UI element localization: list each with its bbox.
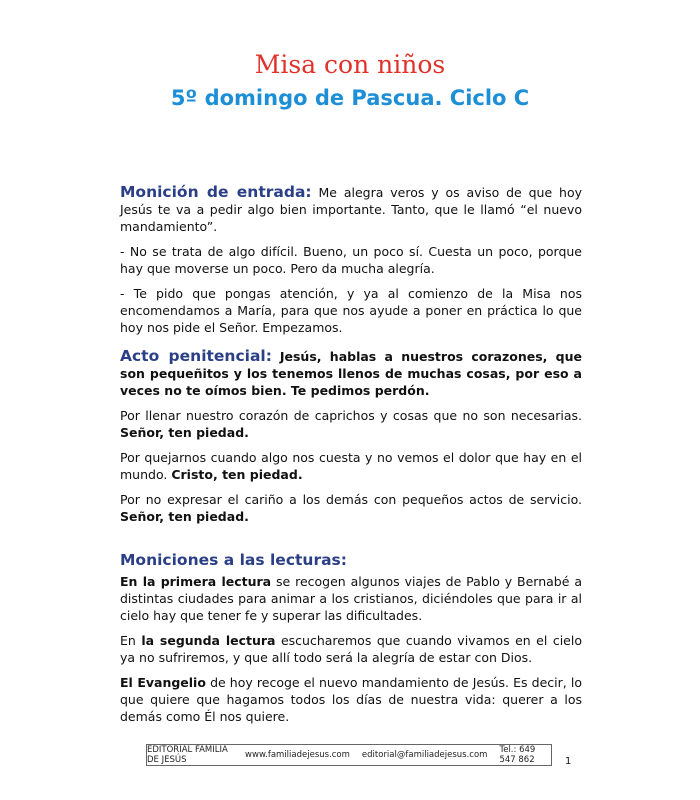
footer-publisher: EDITORIAL FAMILIA DE JESÚS xyxy=(147,745,228,765)
lecturas-p2-text: escucharemos que cuando vivamos en el cielo ya no sufriremos, y que allí todo será la alegría de estar con Dios. xyxy=(120,633,582,665)
section-heading-monicion: Monición de entrada: xyxy=(120,183,312,201)
acto-penitencial-section xyxy=(120,348,582,533)
footer-phone: Tel.: 649 547 862 xyxy=(499,745,536,765)
monicion-entrada-section xyxy=(120,184,582,344)
page-subtitle: 5º domingo de Pascua. Ciclo C xyxy=(170,86,530,110)
penitencial-item-response: Señor, ten piedad. xyxy=(120,509,249,524)
penitencial-item xyxy=(120,491,582,525)
moniciones-lecturas-section xyxy=(120,552,582,733)
lecturas-p1-text: se recogen algunos viajes de Pablo y Bernabé a distintas ciudades para animar a los cristianos, diciéndoles que para ir al cielo hay que tener fe y superar las dificultades. xyxy=(120,574,582,623)
penitencial-item-response: Cristo, ten piedad. xyxy=(171,467,303,482)
penitencial-item-text: Por llenar nuestro corazón de caprichos y cosas que no son necesarias. xyxy=(120,408,582,423)
lecturas-p1-bold: En la primera lectura xyxy=(120,574,272,589)
lecturas-p3-bold: El Evangelio xyxy=(120,675,206,690)
lecturas-p3 xyxy=(120,674,582,725)
acto-penitencial-intro xyxy=(120,348,582,399)
footer-website: www.familiadejesus.com xyxy=(245,750,350,760)
acto-penitencial-intro-text: Jesús, hablas a nuestros corazones, que son pequeñitos y los tenemos llenos de muchas cosas, por eso a veces no te oímos bien. Te pedimos perdón. xyxy=(120,349,582,398)
lecturas-p2-pre: En xyxy=(120,633,136,648)
lecturas-p2 xyxy=(120,632,582,666)
section-heading-acto: Acto penitencial: xyxy=(120,347,272,365)
penitencial-item-response: Señor, ten piedad. xyxy=(120,425,249,440)
penitencial-item-text: Por quejarnos cuando algo nos cuesta y no vemos el dolor que hay en el mundo. xyxy=(120,450,582,482)
monicion-entrada-text: Me alegra veros y os aviso de que hoy Jesús te va a pedir algo bien importante. Tanto, que le llamó “el nuevo mandamiento”. xyxy=(120,185,582,234)
penitencial-item xyxy=(120,407,582,441)
page-title: Misa con niños xyxy=(254,50,446,79)
lecturas-p3-text: de hoy recoge el nuevo mandamiento de Jesús. Es decir, lo que quiere que hagamos todos los días de nuestra vida: querer a los demás como Él nos quiere. xyxy=(120,675,582,724)
penitencial-item xyxy=(120,449,582,483)
lecturas-p2-bold: la segunda lectura xyxy=(141,633,276,648)
penitencial-item-text: Por no expresar el cariño a los demás con pequeños actos de servicio. xyxy=(120,492,582,507)
page-footer xyxy=(146,744,552,766)
footer-email: editorial@familiadejesus.com xyxy=(361,750,488,760)
lecturas-p1 xyxy=(120,573,582,624)
monicion-entrada-p1 xyxy=(120,184,582,235)
monicion-entrada-p3: - Te pido que pongas atención, y ya al comienzo de la Misa nos encomendamos a María, para que nos ayude a poner en práctica lo que hoy nos pide el Señor. Empezamos. xyxy=(120,286,582,335)
section-heading-lecturas: Moniciones a las lecturas: xyxy=(120,551,347,569)
page-number: 1 xyxy=(565,756,572,767)
monicion-entrada-p2: - No se trata de algo difícil. Bueno, un poco sí. Cuesta un poco, porque hay que moverse un poco. Pero da mucha alegría. xyxy=(120,244,582,276)
